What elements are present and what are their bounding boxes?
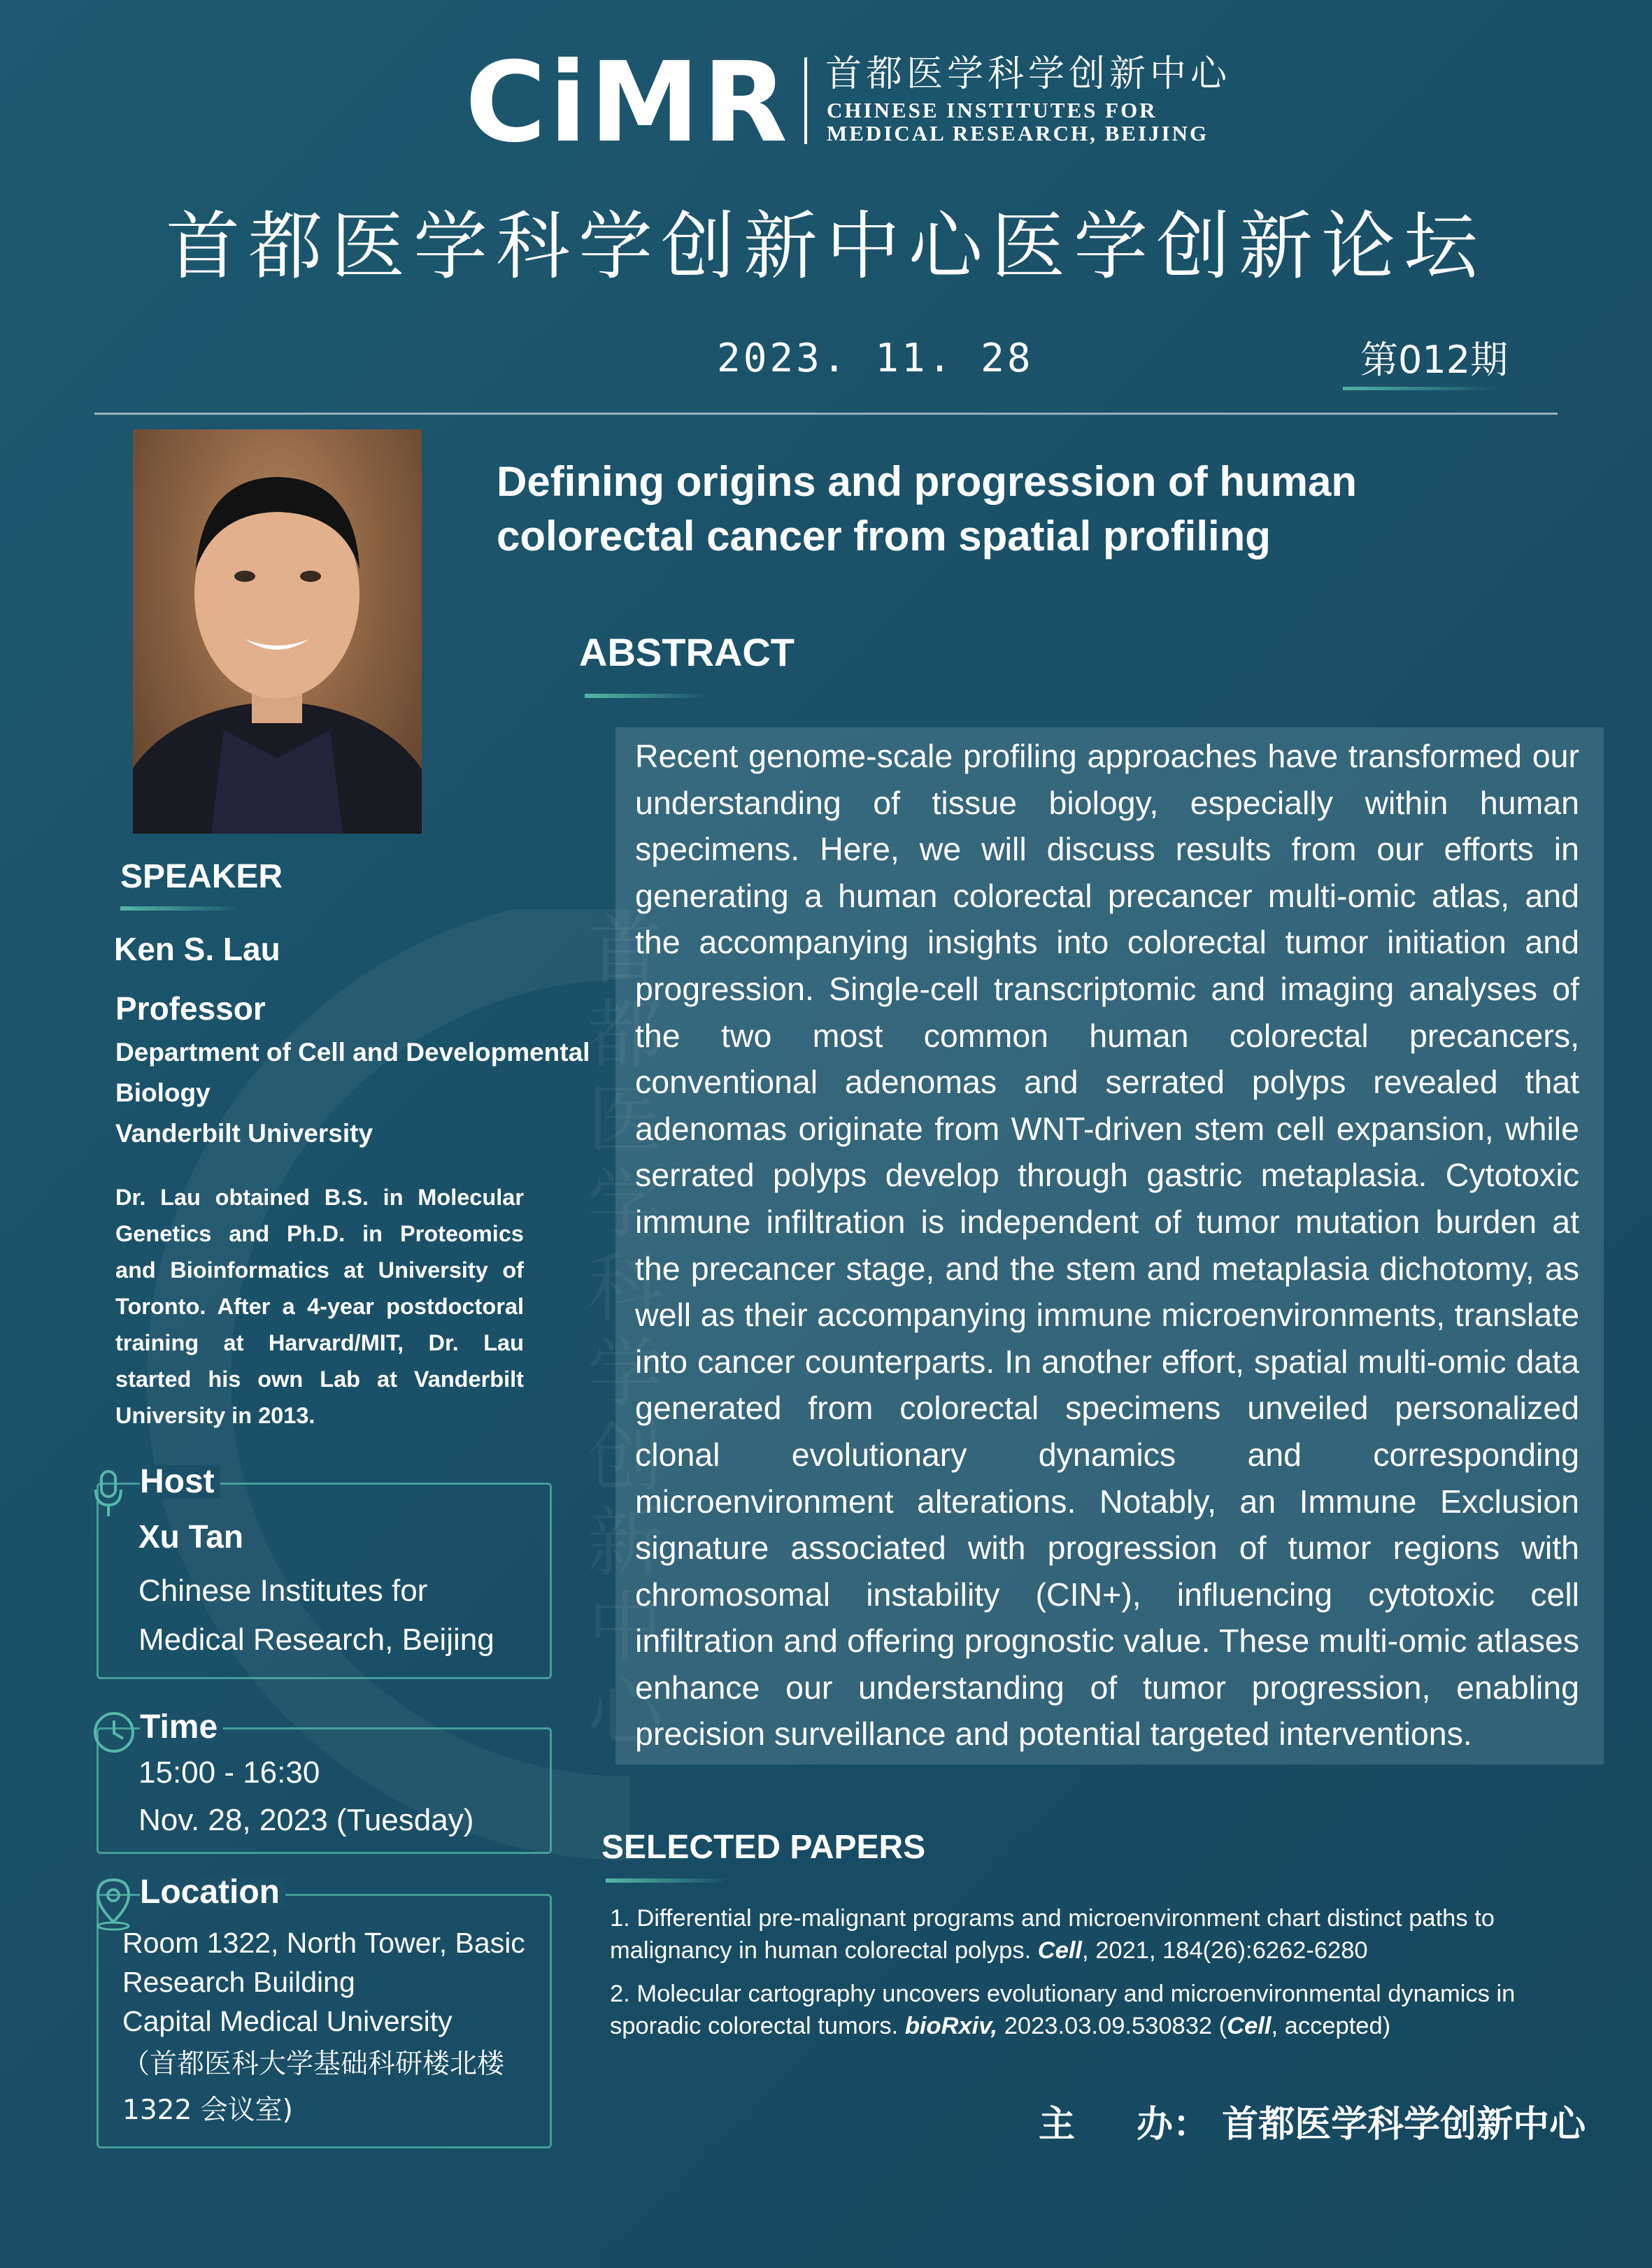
organizer-label-a: 主 xyxy=(1039,2104,1076,2146)
speaker-heading: SPEAKER xyxy=(120,858,283,895)
paper-2-journal: bioRxiv, xyxy=(904,2013,998,2039)
paper-1-citation: , 2021, 184(26):6262-6280 xyxy=(1082,1937,1368,1964)
speaker-heading-underline xyxy=(120,906,243,911)
issue-underline xyxy=(1343,387,1497,390)
time-hours: 15:00 - 16:30 xyxy=(138,1755,320,1790)
logo-english-line2: MEDICAL RESEARCH, BEIJING xyxy=(827,120,1209,145)
logo-english-name xyxy=(827,99,1209,145)
paper-2-journal2: Cell xyxy=(1227,2013,1272,2039)
paper-2-status: , accepted) xyxy=(1271,2013,1391,2039)
organizer xyxy=(1039,2095,1586,2147)
microphone-icon xyxy=(92,1469,124,1519)
speaker-dept-line1: Department of Cell and Developmental xyxy=(115,1038,590,1067)
paper-1-text: 1. Differential pre-malignant programs and microenvironment chart distinct paths to malignancy in human colorectal polyps. xyxy=(610,1905,1495,1964)
abstract-heading-underline xyxy=(585,694,707,698)
forum-title: 首都医学科学创新中心医学创新论坛 xyxy=(166,204,1486,290)
speaker-affiliation xyxy=(115,1032,605,1154)
location-heading: Location xyxy=(140,1876,285,1909)
cimr-logo: CiMR xyxy=(465,38,791,167)
location-line2: Research Building xyxy=(122,1966,355,1998)
host-org-line1: Chinese Institutes for xyxy=(138,1574,428,1608)
abstract-text: Recent genome-scale profiling approaches have transformed our understanding of tissue biology, especially within human specimens. Here, we will discuss results from our efforts in generating a human colorectal precancer multi-omic atlas, and the accompanying insights into colorectal tumor initiation and progression. Single-cell transcriptomic and imaging analyses of the two most common human colorectal precancers, conventional adenomas and serrated polyps revealed that adenomas originate from WNT-driven stem cell expansion, while serrated polyps develop through gastric metaplasia. Cytotoxic immune infiltration is independent of tumor mutation burden at the precancer stage, and the stem and metaplasia dichotomy, as well as their accompanying immune microenvironments, translate into cancer counterparts. In another effort, spatial multi-omic data generated from colorectal specimens unveiled personalized clonal evolutionary dynamics and corresponding microenvironment alterations. Notably, an Immune Exclusion signature associated with progression of tumor regions with chromosomal instability (CIN+), influencing cytotoxic cell infiltration and offering prognostic value. These multi-omic atlases enhance our understanding of tumor progression, enabling precision surveillance and potential targeted interventions. xyxy=(635,738,1579,1753)
speaker-position: Professor xyxy=(115,990,266,1027)
paper-item-1 xyxy=(610,1902,1596,1967)
paper-item-2 xyxy=(610,1978,1596,2042)
paper-2-text: 2. Molecular cartography uncovers evolutionary and microenvironmental dynamics in sporadic colorectal tumors. xyxy=(610,1981,1516,2039)
host-heading: Host xyxy=(140,1465,220,1499)
papers-heading: SELECTED PAPERS xyxy=(601,1829,926,1866)
speaker-university: Vanderbilt University xyxy=(115,1119,373,1148)
talk-title-line2: colorectal cancer from spatial profiling xyxy=(497,513,1271,559)
location-line3: Capital Medical University xyxy=(122,2005,453,2037)
issue-number: 第012期 xyxy=(1360,338,1509,382)
speaker-name: Ken S. Lau xyxy=(114,931,280,967)
papers-heading-underline xyxy=(606,1878,728,1883)
host-name: Xu Tan xyxy=(138,1518,243,1555)
location-line5: 1322 会议室) xyxy=(122,2095,293,2126)
location-line4: （首都医科大学基础科研楼北楼 xyxy=(122,2048,505,2080)
speaker-dept-line2: Biology xyxy=(115,1078,211,1107)
organizer-label-b: 办： xyxy=(1137,2104,1210,2146)
paper-2-citation: 2023.03.09.530832 ( xyxy=(997,2013,1227,2039)
host-org-line2: Medical Research, Beijing xyxy=(138,1622,494,1657)
speaker-photo xyxy=(133,429,422,834)
speaker-bio: Dr. Lau obtained B.S. in Molecular Genetics and Ph.D. in Proteomics and Bioinformatics at University of Toronto. After a 4-year postdoctoral training at Harvard/MIT, Dr. Lau started his own Lab at Vanderbilt University in 2013. xyxy=(115,1185,524,1428)
talk-title-line1: Defining origins and progression of human xyxy=(497,458,1358,505)
location-line1: Room 1322, North Tower, Basic xyxy=(122,1927,525,1959)
clock-icon xyxy=(91,1709,137,1755)
papers-list xyxy=(610,1902,1596,2053)
header-divider xyxy=(94,413,1558,415)
logo-divider xyxy=(804,57,807,144)
time-day: Nov. 28, 2023 (Tuesday) xyxy=(138,1803,474,1837)
event-date: 2023. 11. 28 xyxy=(717,336,1034,381)
talk-title xyxy=(497,455,1518,564)
logo-english-line1: CHINESE INSTITUTES FOR xyxy=(827,98,1158,122)
logo-chinese-name: 首都医学科学创新中心 xyxy=(825,53,1232,95)
organizer-name: 首都医学科学创新中心 xyxy=(1222,2104,1586,2146)
background-watermark: 首都医学科学创新中心 xyxy=(588,907,664,1756)
abstract-heading: ABSTRACT xyxy=(579,630,795,674)
time-heading: Time xyxy=(140,1711,223,1744)
paper-1-journal: Cell xyxy=(1037,1937,1083,1964)
